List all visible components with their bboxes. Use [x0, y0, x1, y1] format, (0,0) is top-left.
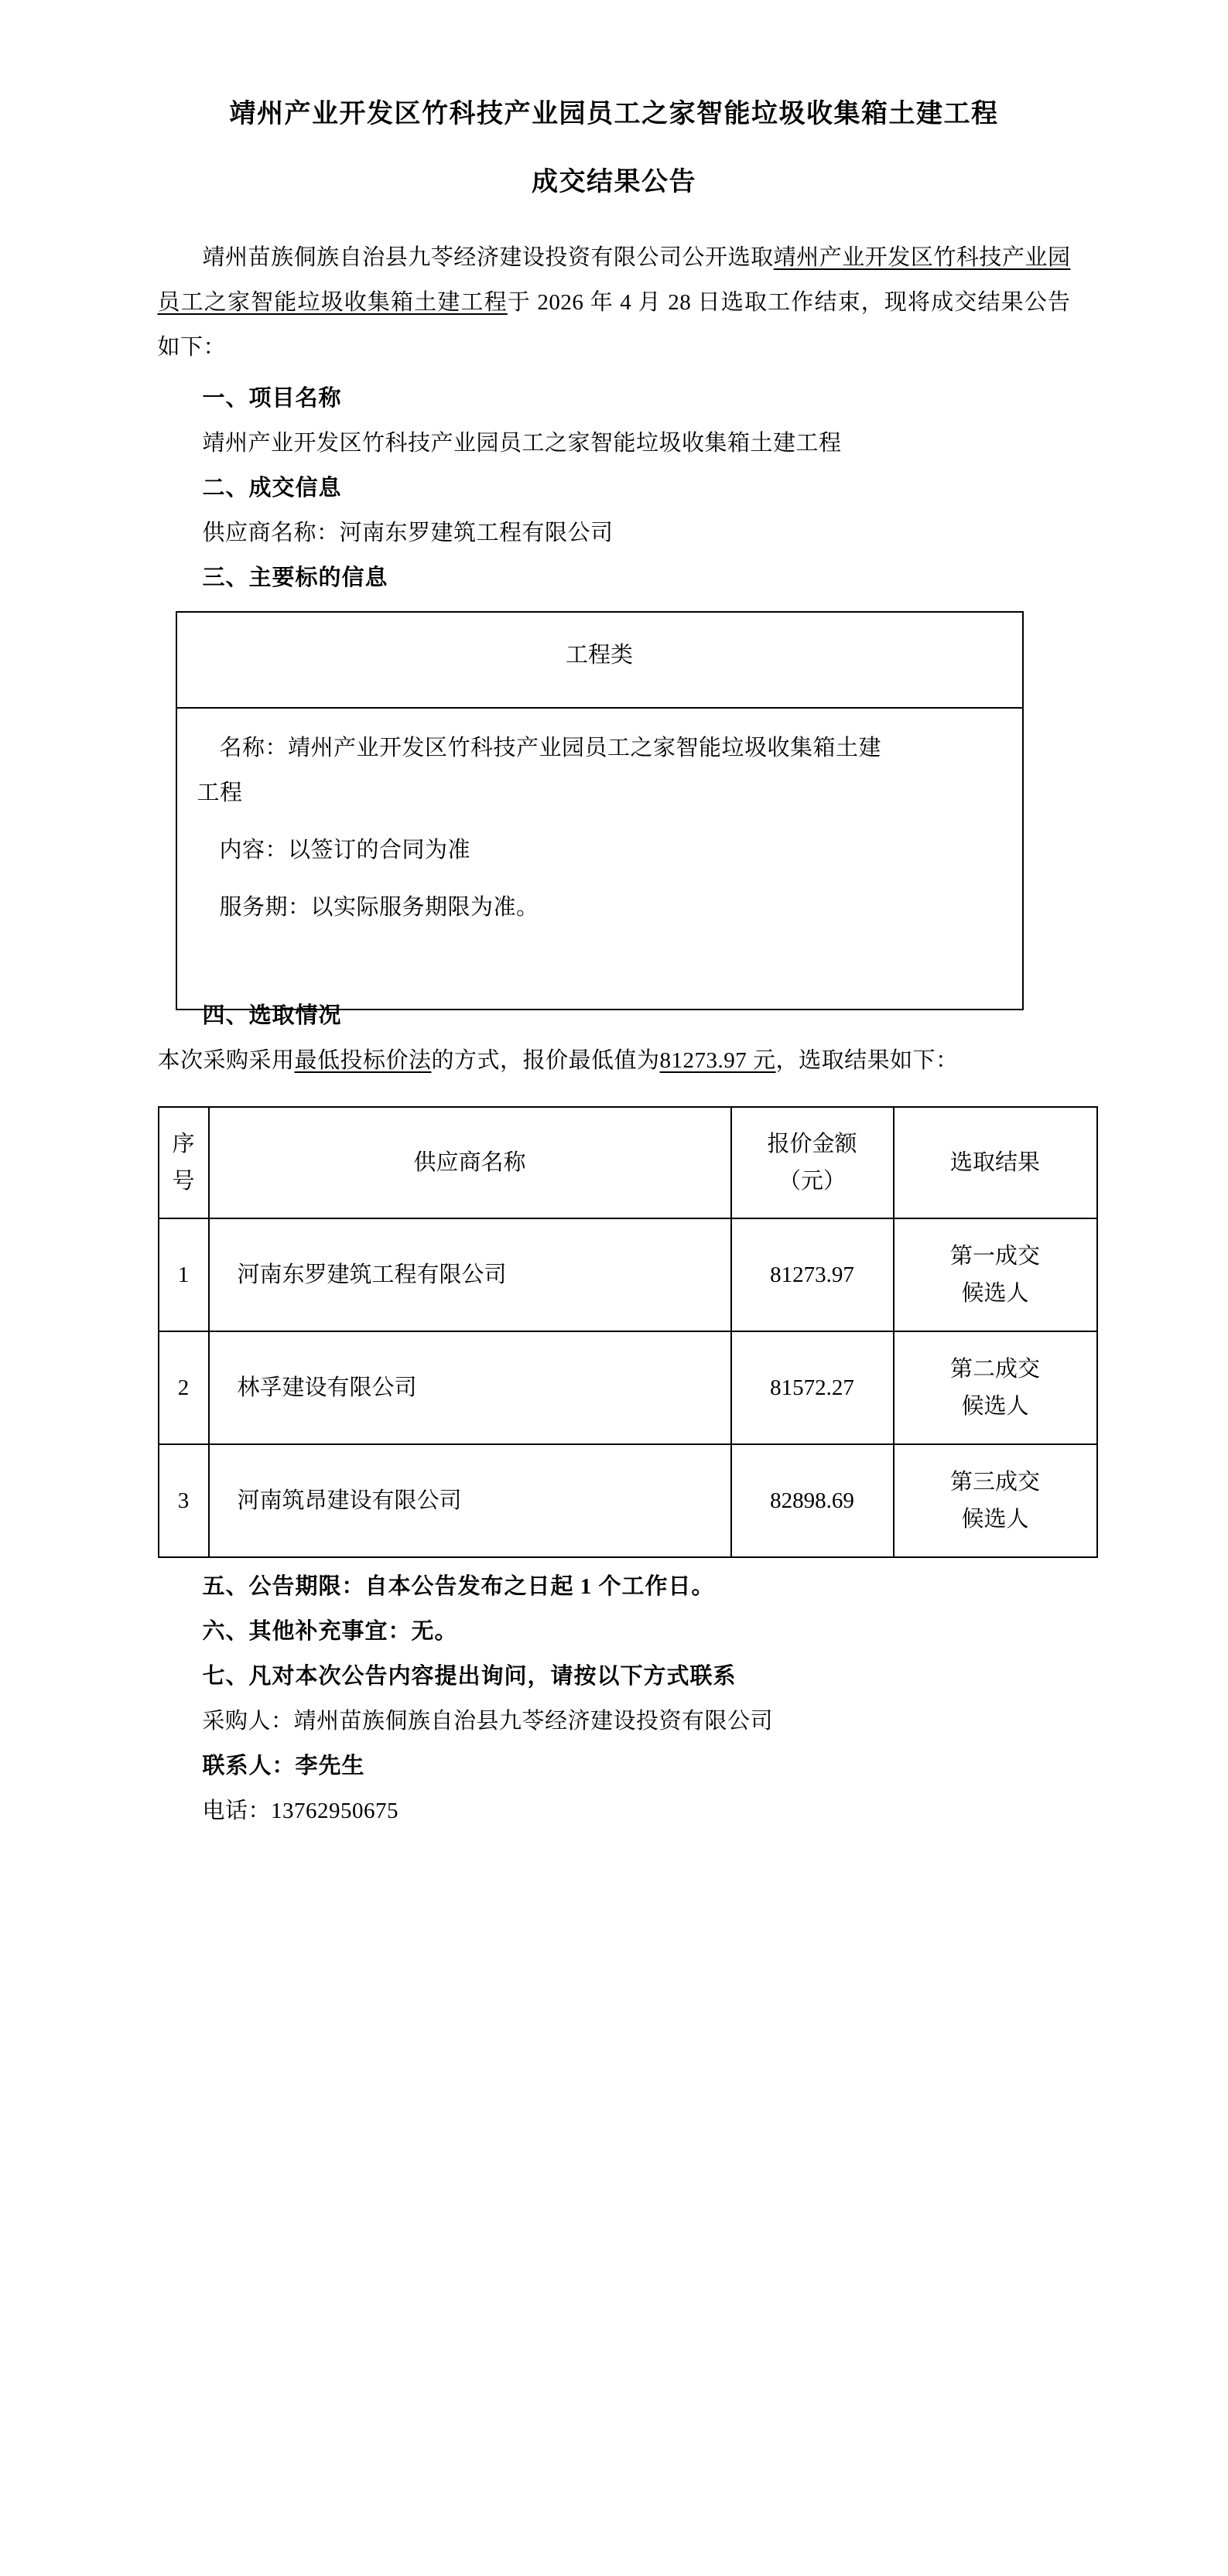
cell-amount: 82898.69 [731, 1444, 894, 1557]
section-heading-7: 七、凡对本次公告内容提出询问，请按以下方式联系 [202, 1664, 737, 1689]
method-middle: 的方式，报价最低值为 [431, 1048, 660, 1074]
section-heading-5: 五、公告期限：自本公告发布之日起 1 个工作日。 [202, 1574, 715, 1600]
method-suffix: ， [775, 1048, 799, 1074]
lowest-bid-amount: 81273.97 元 [659, 1048, 776, 1074]
cell-no: 3 [159, 1444, 209, 1557]
subject-table-header-row [176, 612, 1023, 708]
cell-result-line2: 候选人 [961, 1281, 1029, 1307]
purchaser-line: 采购人：靖州苗族侗族自治县九苓经济建设投资有限公司 [202, 1709, 774, 1734]
lead-project-name: 靖州产业开发区竹科技产业园员工之家智能垃圾收集箱土建工程 [157, 245, 1071, 316]
cell-result-line1: 第三成交 [949, 1470, 1040, 1495]
result-table-header-row [159, 1107, 1097, 1218]
page-title: 靖州产业开发区竹科技产业园员工之家智能垃圾收集箱土建工程 [229, 100, 999, 128]
contact-phone-line: 电话：13762950675 [202, 1799, 399, 1824]
cell-result [894, 1331, 1097, 1444]
page-subtitle: 成交结果公告 [532, 168, 696, 197]
document-content [158, 0, 1071, 1833]
table-row [159, 1444, 1097, 1557]
method-prefix: 本次采购采用 [157, 1048, 295, 1074]
lead-paragraph [158, 235, 1071, 370]
cell-name: 林孚建设有限公司 [209, 1331, 731, 1444]
cell-name: 河南筑昂建设有限公司 [209, 1444, 731, 1557]
column-header-amount [731, 1107, 894, 1218]
subject-table-body-cell [176, 708, 1023, 1010]
footer-sections [158, 1564, 1071, 1833]
cell-no: 1 [159, 1218, 209, 1331]
subject-info-table [176, 611, 1024, 1010]
section-heading-3: 三、主要标的信息 [202, 565, 388, 591]
cell-no: 2 [159, 1331, 209, 1444]
table-row [159, 1331, 1097, 1444]
method-tail: 选取结果如下： [799, 1048, 959, 1074]
cell-result-line2: 候选人 [961, 1394, 1029, 1420]
lead-text-part2: 于 2026 年 4 月 28 日选取工作结束，现将成交结果公告如下： [157, 290, 1071, 360]
lead-text-part1: 靖州苗族侗族自治县九苓经济建设投资有限公司公开选取 [202, 245, 774, 271]
subject-table-body-row [176, 708, 1023, 1010]
cell-result-line1: 第二成交 [949, 1357, 1040, 1382]
column-header-amount-line2: （元） [778, 1169, 846, 1194]
cell-amount: 81572.27 [731, 1331, 894, 1444]
section-heading-4: 四、选取情况 [202, 1003, 342, 1029]
section-heading-6: 六、其他补充事宜：无。 [202, 1619, 458, 1645]
column-header-result: 选取结果 [894, 1107, 1097, 1218]
cell-result-line1: 第一成交 [949, 1244, 1040, 1269]
subject-name-line2: 工程 [197, 781, 243, 806]
column-header-amount-line1: 报价金额 [767, 1132, 857, 1157]
section-heading-1: 一、项目名称 [202, 386, 342, 412]
contact-person-line: 联系人：李先生 [202, 1754, 365, 1779]
section-heading-2: 二、成交信息 [202, 476, 342, 501]
subject-table-header-cell: 工程类 [176, 612, 1023, 708]
table-row [159, 1218, 1097, 1331]
section-2-supplier: 供应商名称：河南东罗建筑工程有限公司 [202, 521, 614, 546]
result-table [158, 1106, 1098, 1558]
column-header-no: 序号 [159, 1107, 209, 1218]
subject-name-line1: 名称：靖州产业开发区竹科技产业园员工之家智能垃圾收集箱土建 [219, 736, 882, 761]
subject-service-period-line: 服务期：以实际服务期限为准。 [219, 895, 539, 921]
method-name: 最低投标价法 [294, 1048, 432, 1074]
cell-result [894, 1218, 1097, 1331]
column-header-name: 供应商名称 [209, 1107, 731, 1218]
section-4-method-paragraph [158, 1038, 1071, 1083]
cell-amount: 81273.97 [731, 1218, 894, 1331]
cell-result [894, 1444, 1097, 1557]
section-1-body: 靖州产业开发区竹科技产业园员工之家智能垃圾收集箱土建工程 [202, 431, 842, 456]
cell-name: 河南东罗建筑工程有限公司 [209, 1218, 731, 1331]
subject-content-line: 内容：以签订的合同为准 [219, 838, 471, 863]
cell-result-line2: 候选人 [961, 1507, 1029, 1532]
